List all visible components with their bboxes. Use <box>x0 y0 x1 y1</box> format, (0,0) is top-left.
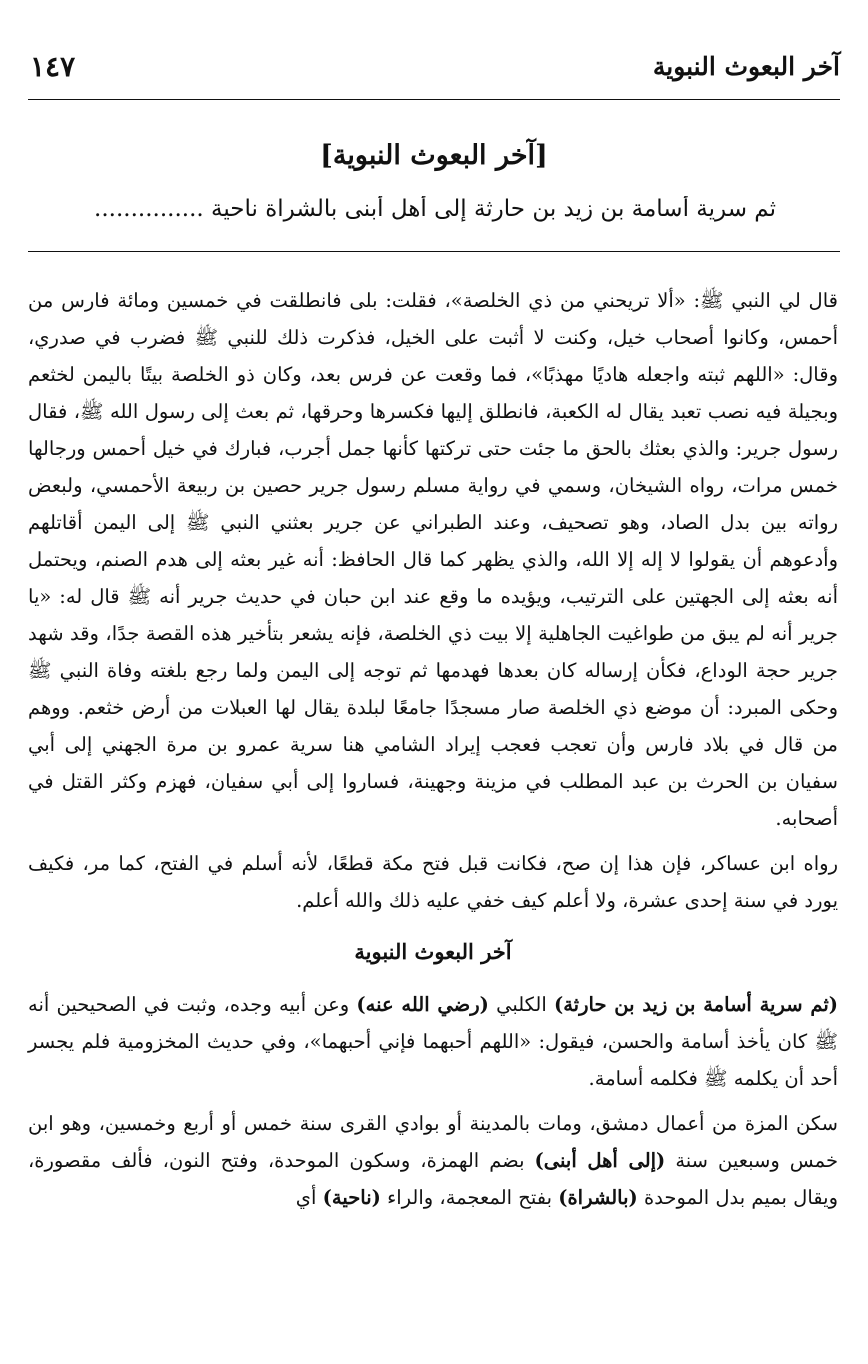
chapter-subtitle-text: ثم سرية أسامة بن زيد بن حارثة إلى أهل أبنى بالشراة ناحية <box>211 196 776 222</box>
quoted-text: (رضي الله عنه) <box>356 993 489 1016</box>
running-header <box>28 40 840 100</box>
leader-dots: ............... <box>94 196 204 222</box>
quoted-text: (ناحية) <box>322 1186 381 1209</box>
section-heading: آخر البعوث النبوية <box>354 939 512 964</box>
page-number: ١٤٧ <box>30 50 76 83</box>
chapter-subtitle <box>28 196 776 222</box>
header-rule <box>28 99 840 100</box>
body-text <box>28 282 838 1224</box>
chapter-title: [آخر البعوث النبوية] <box>320 140 548 171</box>
paragraph-text: بفتح المعجمة، والراء <box>380 1186 559 1209</box>
paragraph-text: أي <box>295 1186 323 1209</box>
title-rule <box>28 251 840 252</box>
paragraph-1: قال لي النبي ﷺ: «ألا تريحني من ذي الخلصة»، فقلت: بلى فانطلقت في خمسين ومائة فارس من أحمس، وكانوا أصحاب خيل، وكنت لا أثبت على الخيل، فذكرت ذلك للنبي ﷺ فضرب في صدري، وقال: «اللهم ثبته واجعله هاديًا مهذبًا»، فما وقعت عن فرس بعد، وكان ذو الخلصة بيتًا باليمن لخثعم وبجيلة فيه نصب تعبد يقال له الكعبة، فانطلق إليها فكسرها وحرقها، ثم بعث إلى رسول الله ﷺ، فقال رسول جرير: والذي بعثك بالحق ما جئت حتى تركتها كأنها جمل أجرب، فبارك في خيل أحمس ورجالها خمس مرات، رواه الشيخان، وسمي في رواية مسلم رسول جرير حصين بن ربيعة الأحمسي، ولبعض رواته بين بدل الصاد، وهو تصحيف، وعند الطبراني عن جرير بعثني النبي ﷺ إلى اليمن أقاتلهم وأدعوهم أن يقولوا لا إله إلا الله، والذي يظهر كما قال الحافظ: أنه غير بعثه إلى هدم الصنم، ويحتمل أنه بعثه إلى الجهتين على الترتيب، ويؤيده ما وقع عند ابن حبان في حديث جرير أنه ﷺ قال له: «يا جرير أنه لم يبق من طواغيت الجاهلية إلا بيت ذي الخلصة، فإنه يشعر بتأخير هذه القصة جدًا، وقد شهد جرير حجة الوداع، فكأن إرساله كان بعدها فهدمها ثم توجه إلى اليمن ولما رجع بلغته وفاة النبي ﷺ وحكى المبرد: أن موضع ذي الخلصة صار مسجدًا جامعًا لبلدة يقال لها العبلات من أرض خثعم. ووهم من قال في بلاد فارس وأن تعجب فعجب إيراد الشامي هنا سرية عمرو بن مرة الجهني إلى أبي سفيان بن الحرث بن عبد المطلب في مزينة وجهينة، فساروا إلى أبي سفيان، فهزم وكثر القتل في أصحابه. <box>28 289 838 830</box>
running-title: آخر البعوث النبوية <box>652 52 840 81</box>
quoted-text: (بالشراة) <box>558 1186 638 1209</box>
paragraph-2: رواه ابن عساكر، فإن هذا إن صح، فكانت قبل فتح مكة قطعًا، لأنه أسلم في الفتح، كما مر، فكيف يورد في سنة إحدى عشرة، ولا أعلم كيف خفي عليه ذلك والله أعلم. <box>28 852 838 912</box>
paragraph-text: سكن المزة من أعمال دمشق، ومات بالمدينة أو بوادي القرى سنة خمس أو أربع وخمسين، وهو ابن خمس وسبعين سنة <box>28 1112 838 1172</box>
quoted-text: (إلى أهل أبنى) <box>534 1149 666 1172</box>
paragraph-4 <box>28 1105 838 1216</box>
quoted-text: (ثم سرية أسامة بن زيد بن حارثة) <box>553 993 838 1016</box>
paragraph-text: وعن أبيه وجده، وثبت في الصحيحين أنه ﷺ كان يأخذ أسامة والحسن، فيقول: «اللهم أحبهما فإني أحبهما»، وفي حديث المخزومية فلم يجسر أحد أن يكلمه ﷺ فكلمه أسامة. <box>28 993 838 1090</box>
paragraph-text: بضم الهمزة، وسكون الموحدة، وفتح النون، فألف مقصورة، ويقال بميم بدل الموحدة <box>28 1149 838 1209</box>
paragraph-3 <box>28 986 838 1097</box>
paragraph-text: الكلبي <box>488 993 554 1016</box>
